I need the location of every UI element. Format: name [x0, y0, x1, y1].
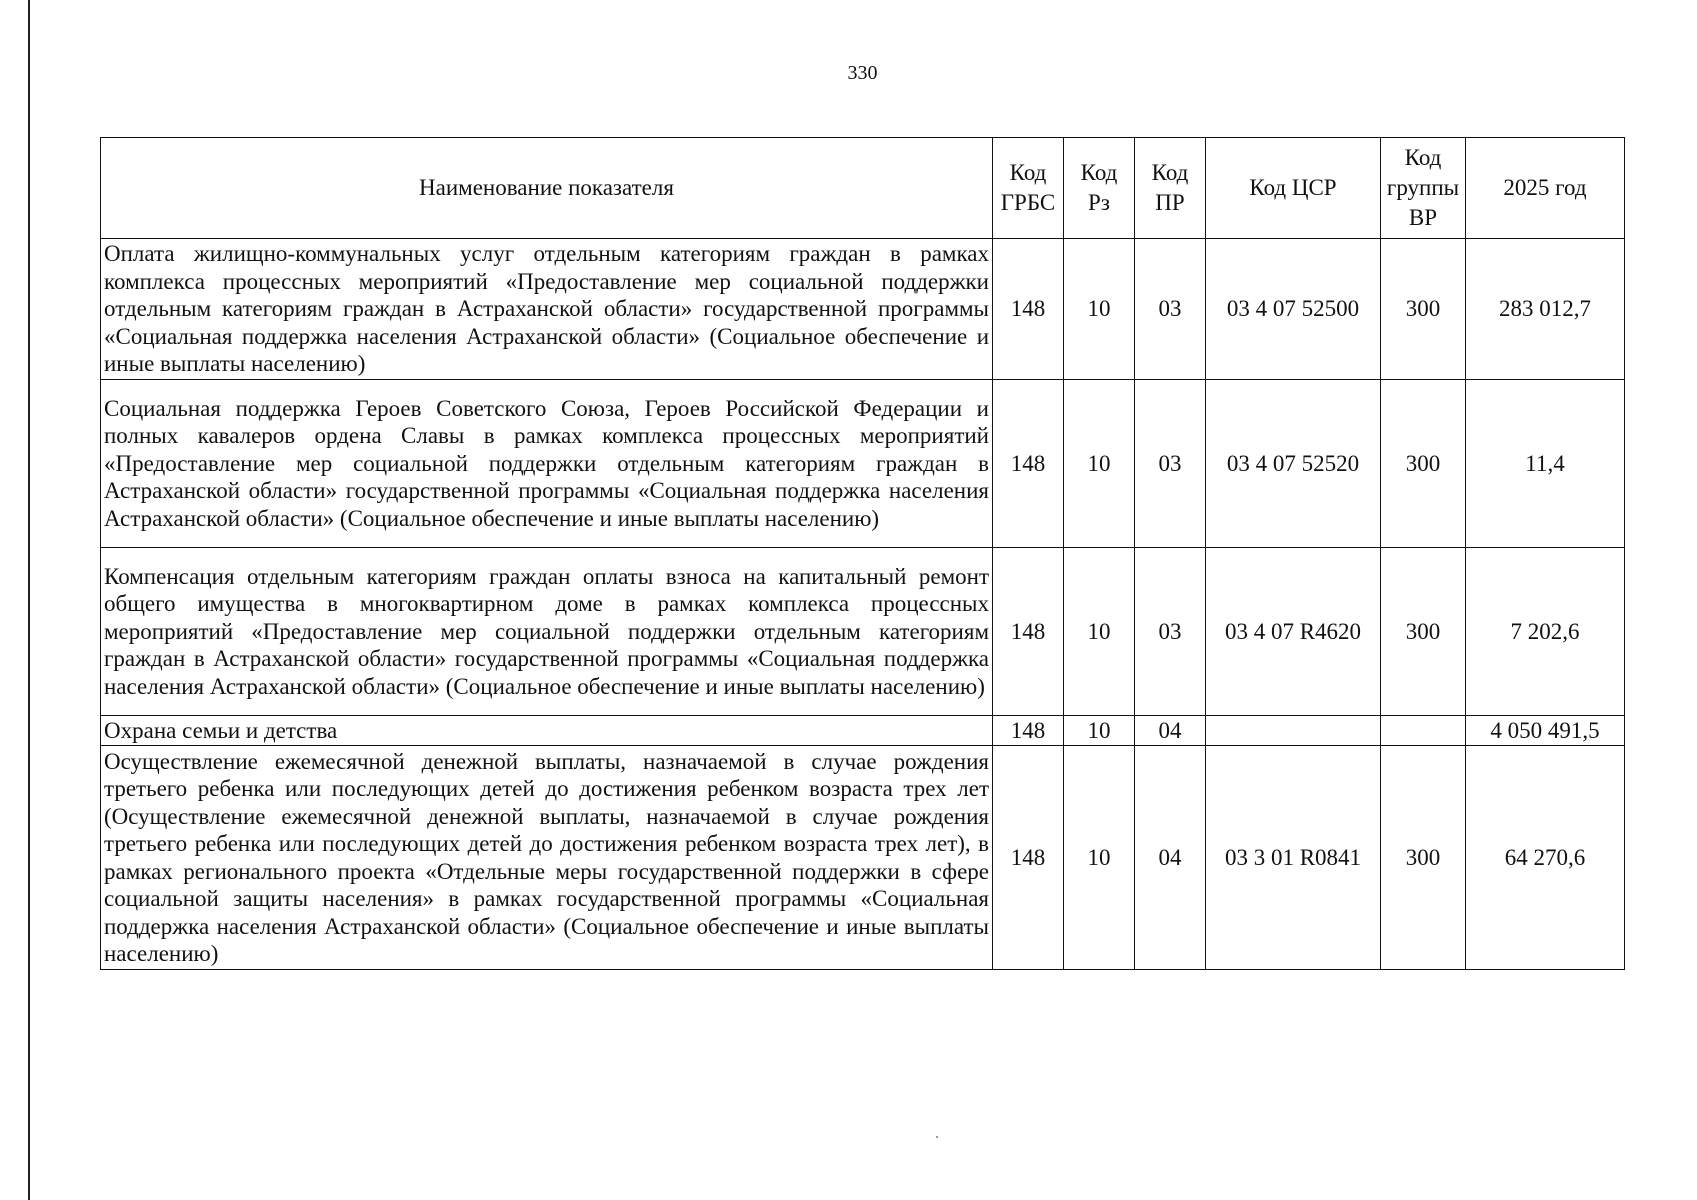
row-pr: 03 [1135, 548, 1206, 716]
header-csr: Код ЦСР [1206, 138, 1381, 239]
row-name: Охрана семьи и детства [101, 716, 993, 746]
row-amount: 4 050 491,5 [1466, 716, 1625, 746]
row-amount: 11,4 [1466, 380, 1625, 548]
row-csr: 03 3 01 R0841 [1206, 746, 1381, 970]
table-row [101, 548, 1625, 716]
scan-speck [936, 1136, 938, 1138]
header-grbs: Код ГРБС [993, 138, 1064, 239]
header-rz: Код Рз [1064, 138, 1135, 239]
table-row [101, 380, 1625, 548]
row-pr: 04 [1135, 746, 1206, 970]
row-grbs: 148 [993, 746, 1064, 970]
header-name: Наименование показателя [101, 138, 993, 239]
row-vr: 300 [1381, 548, 1466, 716]
row-rz: 10 [1064, 239, 1135, 380]
row-rz: 10 [1064, 716, 1135, 746]
row-pr: 04 [1135, 716, 1206, 746]
row-amount: 283 012,7 [1466, 239, 1625, 380]
page-number: 330 [847, 62, 878, 84]
row-pr: 03 [1135, 380, 1206, 548]
row-name: Компенсация отдельным категориям граждан оплаты взноса на капитальный ремонт общего имущества в многоквартирном доме в рамках комплекса процессных мероприятий «Предоставление мер социальной поддержки отдельным категориям граждан в Астраханской области» государственной программы «Социальная поддержка населения Астраханской области» (Социальное обеспечение и иные выплаты населению) [101, 548, 993, 716]
header-row [101, 138, 1625, 239]
row-name: Оплата жилищно-коммунальных услуг отдельным категориям граждан в рамках комплекса процессных мероприятий «Предоставление мер социальной поддержки отдельным категориям граждан в Астраханской области» государственной программы «Социальная поддержка населения Астраханской области» (Социальное обеспечение и иные выплаты населению) [101, 239, 993, 380]
row-csr: 03 4 07 52520 [1206, 380, 1381, 548]
row-grbs: 148 [993, 716, 1064, 746]
row-pr: 03 [1135, 239, 1206, 380]
table-row [101, 746, 1625, 970]
row-vr: 300 [1381, 746, 1466, 970]
row-name: Осуществление ежемесячной денежной выплаты, назначаемой в случае рождения третьего ребенка или последующих детей до достижения ребенком возраста трех лет (Осуществление ежемесячной денежной выплаты, назначаемой в случае рождения третьего ребенка или последующих детей до достижения ребенком возраста трех лет), в рамках регионального проекта «Отдельные меры государственной поддержки в сфере социальной защиты населения» в рамках государственной программы «Социальная поддержка населения Астраханской области» (Социальное обеспечение и иные выплаты населению) [101, 746, 993, 970]
header-pr: Код ПР [1135, 138, 1206, 239]
table-row [101, 716, 1625, 746]
row-rz: 10 [1064, 548, 1135, 716]
row-vr: 300 [1381, 380, 1466, 548]
row-grbs: 148 [993, 239, 1064, 380]
row-vr: 300 [1381, 239, 1466, 380]
row-grbs: 148 [993, 548, 1064, 716]
row-rz: 10 [1064, 746, 1135, 970]
table-row [101, 239, 1625, 380]
header-year: 2025 год [1466, 138, 1625, 239]
header-vr: Код группы ВР [1381, 138, 1466, 239]
row-csr: 03 4 07 R4620 [1206, 548, 1381, 716]
row-amount: 7 202,6 [1466, 548, 1625, 716]
row-csr [1206, 716, 1381, 746]
row-vr [1381, 716, 1466, 746]
row-amount: 64 270,6 [1466, 746, 1625, 970]
row-grbs: 148 [993, 380, 1064, 548]
row-name: Социальная поддержка Героев Советского Союза, Героев Российской Федерации и полных кавалеров ордена Славы в рамках комплекса процессных мероприятий «Предоставление мер социальной поддержки отдельным категориям граждан в Астраханской области» государственной программы «Социальная поддержка населения Астраханской области» (Социальное обеспечение и иные выплаты населению) [101, 380, 993, 548]
row-csr: 03 4 07 52500 [1206, 239, 1381, 380]
budget-table [100, 137, 1625, 970]
row-rz: 10 [1064, 380, 1135, 548]
binding-line [28, 0, 30, 1200]
